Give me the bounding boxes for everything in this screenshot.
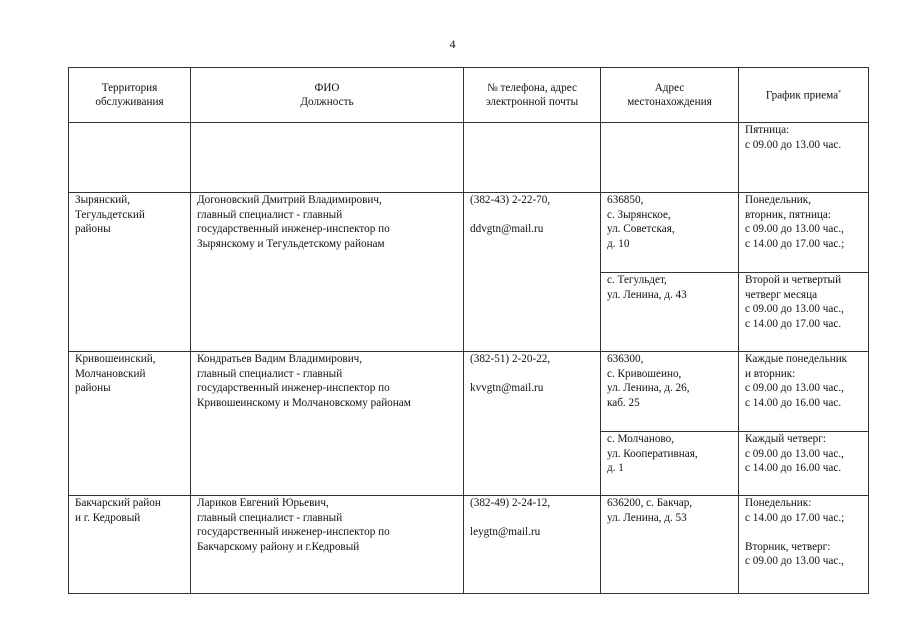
table-row	[69, 496, 869, 594]
cell-address: 636200, с. Бакчар, ул. Ленина, д. 53	[601, 496, 739, 594]
cell-phone: (382-43) 2-22-70, ddvgtn@mail.ru	[464, 193, 601, 352]
header-fio: ФИО Должность	[191, 68, 464, 123]
table-header-row	[69, 68, 869, 123]
table-row	[69, 352, 869, 432]
table-row	[69, 193, 869, 273]
header-address: Адрес местонахождения	[601, 68, 739, 123]
footnote-mark: *	[838, 90, 842, 97]
cell-territory: Бакчарский район и г. Кедровый	[69, 496, 191, 594]
cell-schedule: Каждый четверг: с 09.00 до 13.00 час., с 14.00 до 16.00 час.	[739, 432, 869, 496]
cell-schedule: Понедельник, вторник, пятница: с 09.00 до 13.00 час., с 14.00 до 17.00 час.;	[739, 193, 869, 273]
cell-address: с. Молчаново, ул. Кооперативная, д. 1	[601, 432, 739, 496]
cell-address: 636850, с. Зырянское, ул. Советская, д. 10	[601, 193, 739, 273]
reception-schedule-table	[68, 67, 869, 594]
cell-phone	[464, 123, 601, 193]
page-number: 4	[449, 37, 456, 51]
cell-fio	[191, 123, 464, 193]
cell-phone: (382-49) 2-24-12, leygtn@mail.ru	[464, 496, 601, 594]
cell-fio: Лариков Евгений Юрьевич, главный специалист - главный государственный инженер-инспектор по Бакчарскому району и г.Кедровый	[191, 496, 464, 594]
cell-schedule: Каждые понедельник и вторник: с 09.00 до 13.00 час., с 14.00 до 16.00 час.	[739, 352, 869, 432]
cell-address	[601, 123, 739, 193]
cell-schedule: Понедельник: с 14.00 до 17.00 час.; Вторник, четверг: с 09.00 до 13.00 час.,	[739, 496, 869, 594]
cell-phone: (382-51) 2-20-22, kvvgtn@mail.ru	[464, 352, 601, 496]
cell-territory	[69, 123, 191, 193]
header-schedule: График приема*	[739, 68, 869, 123]
cell-fio: Кондратьев Вадим Владимирович, главный специалист - главный государственный инженер-инспектор по Кривошеинскому и Молчановскому районам	[191, 352, 464, 496]
cell-fio: Догоновский Дмитрий Владимирович, главный специалист - главный государственный инженер-инспектор по Зырянскому и Тегульдетскому районам	[191, 193, 464, 352]
cell-address: с. Тегульдет, ул. Ленина, д. 43	[601, 273, 739, 352]
cell-address: 636300, с. Кривошеино, ул. Ленина, д. 26, каб. 25	[601, 352, 739, 432]
header-phone: № телефона, адрес электронной почты	[464, 68, 601, 123]
cell-territory: Зырянский, Тегульдетский районы	[69, 193, 191, 352]
cell-schedule: Второй и четвертый четверг месяца с 09.00 до 13.00 час., с 14.00 до 17.00 час.	[739, 273, 869, 352]
table-row	[69, 123, 869, 193]
cell-schedule: Пятница: с 09.00 до 13.00 час.	[739, 123, 869, 193]
cell-territory: Кривошеинский, Молчановский районы	[69, 352, 191, 496]
header-territory: Территория обслуживания	[69, 68, 191, 123]
